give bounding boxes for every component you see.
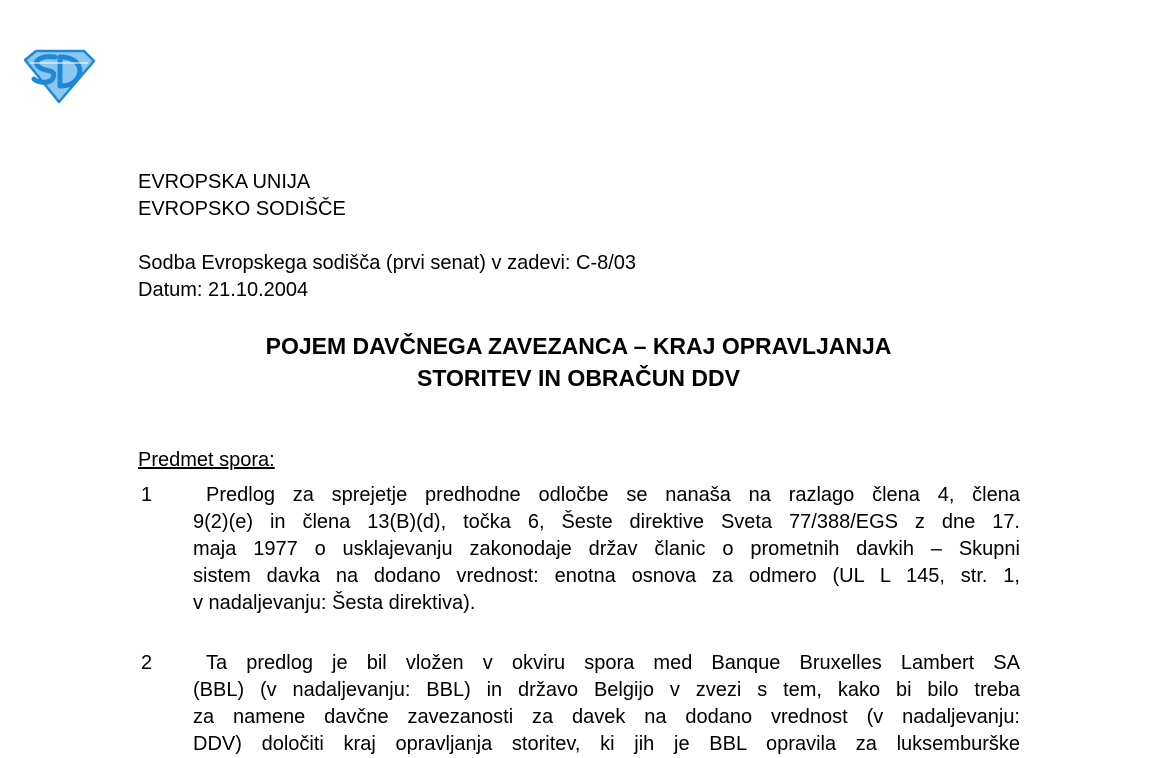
paragraph-body bbox=[193, 482, 1020, 617]
paragraph-line: za namene davčne zavezanosti za davek na dodano vrednost (v nadaljevanju: bbox=[193, 706, 1020, 728]
paragraph-line: Predlog za sprejetje predhodne odločbe se nanaša na razlago člena 4, člena bbox=[206, 484, 1020, 506]
paragraph-number: 2 bbox=[141, 652, 153, 674]
header-court: EVROPSKO SODIŠČE bbox=[138, 198, 346, 220]
case-date: Datum: 21.10.2004 bbox=[138, 279, 309, 301]
document-title-line-2: STORITEV IN OBRAČUN DDV bbox=[417, 365, 740, 391]
paragraph-number: 1 bbox=[141, 484, 153, 506]
paragraph-line: 9(2)(e) in člena 13(B)(d), točka 6, Šeste direktive Sveta 77/388/EGS z dne 17. bbox=[193, 511, 1020, 533]
document-title-line-1: POJEM DAVČNEGA ZAVEZANCA – KRAJ OPRAVLJANJA bbox=[265, 333, 892, 359]
case-reference: Sodba Evropskega sodišča (prvi senat) v zadevi: C-8/03 bbox=[138, 252, 637, 274]
paragraph-body bbox=[193, 650, 1020, 758]
paragraph-line: Ta predlog je bil vložen v okviru spora med Banque Bruxelles Lambert SA bbox=[206, 652, 1020, 674]
court-logo-icon bbox=[22, 48, 96, 104]
paragraph-line: v nadaljevanju: Šesta direktiva). bbox=[193, 592, 476, 614]
paragraph-line: (BBL) (v nadaljevanju: BBL) in državo Belgijo v zvezi s tem, kako bi bilo treba bbox=[193, 679, 1020, 701]
header-eu: EVROPSKA UNIJA bbox=[138, 171, 311, 193]
paragraph-line: DDV) določiti kraj opravljanja storitev, ki jih je BBL opravila za luksemburške bbox=[193, 733, 1020, 755]
paragraph-line: maja 1977 o usklajevanju zakonodaje držav članic o prometnih davkih – Skupni bbox=[193, 538, 1020, 560]
paragraph-line: sistem davka na dodano vrednost: enotna osnova za odmero (UL L 145, str. 1, bbox=[193, 565, 1020, 587]
section-heading: Predmet spora: bbox=[138, 449, 275, 471]
